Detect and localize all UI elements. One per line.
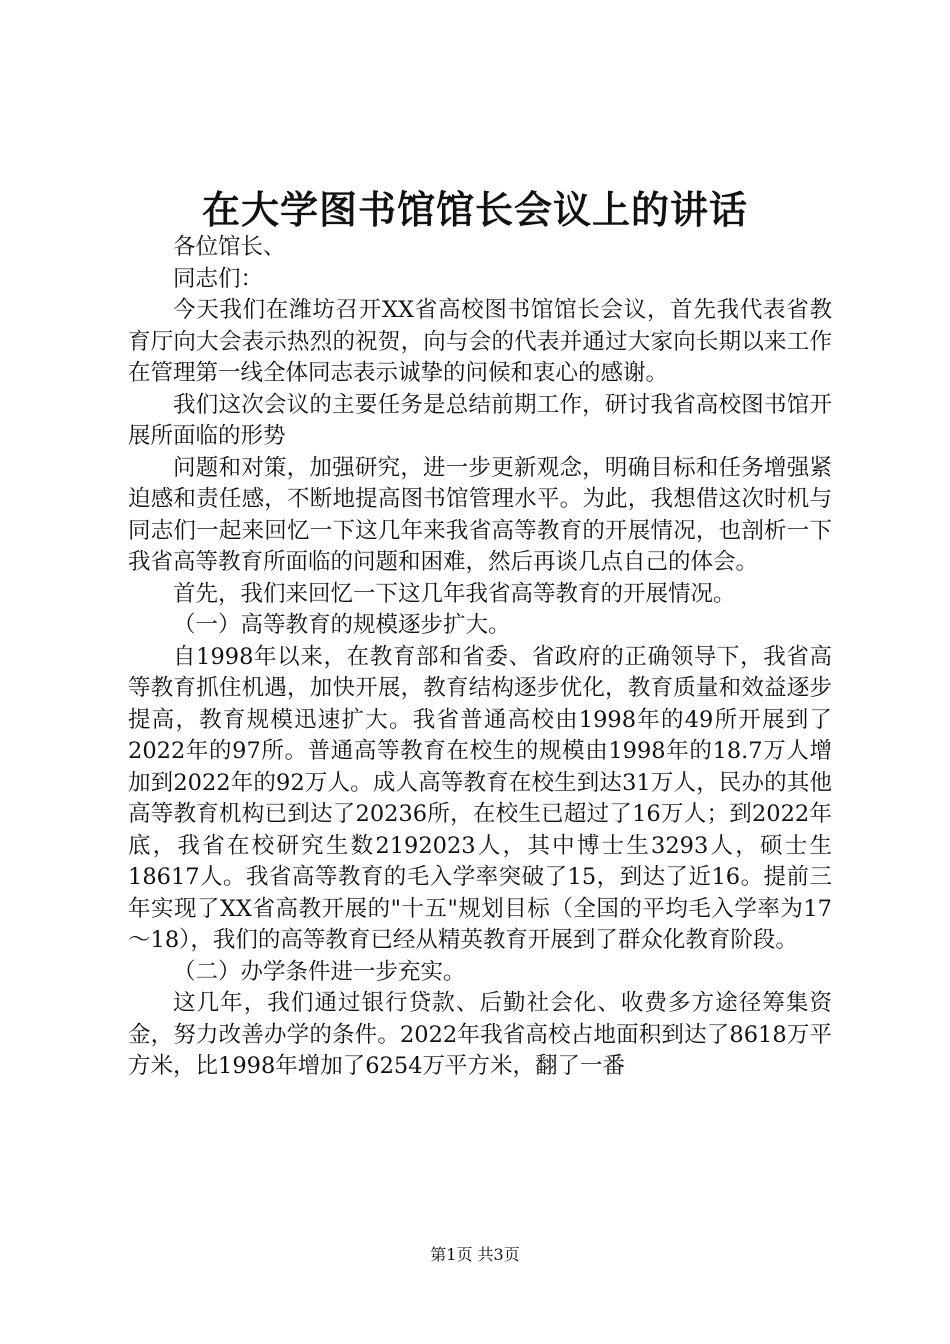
salutation-line-1: 各位馆长、: [173, 234, 286, 260]
paragraph-scale: 自1998年以来，在教育部和省委、省政府的正确领导下，我省高等教育抓住机遇，加快开展，教育结构逐步优化，教育质量和效益逐步提高，教育规模迅速扩大。我省普通高校由1998年的49所开展到了2022年的97所。普通高等教育在校生的规模由1998年的18.7万人增加到2022年的92万人。成人高等教育在校生到达31万人，民办的其他高等教育机构已到达了20236所，在校生已超过了16万人；到2022年底，我省在校研究生数2192023人，其中博士生3293人，硕士生18617人。我省高等教育的毛入学率突破了15，到达了近16。提前三年实现了XX省高教开展的"十五"规划目标（全国的平均毛入学率为17～18），我们的高等教育已经从精英教育开展到了群众化教育阶段。: [128, 643, 832, 953]
paragraph-opening: 今天我们在潍坊召开XX省高校图书馆馆长会议，首先我代表省教育厅向大会表示热烈的祝贺，向与会的代表并通过大家向长期以来工作在管理第一线全体同志表示诚挚的问候和衷心的感谢。: [128, 297, 832, 386]
paragraph-review-intro: 首先，我们来回忆一下这几年我省高等教育的开展情况。: [173, 580, 736, 607]
salutation-line-2: 同志们：: [173, 265, 264, 292]
document-body: [128, 232, 832, 1083]
document-title: 在大学图书馆馆长会议上的讲话: [201, 187, 748, 232]
paragraph-conditions: 这几年，我们通过银行贷款、后勤社会化、收费多方途径筹集资金，努力改善办学的条件。2022年我省高校占地面积到达了8618万平方米，比1998年增加了6254万平方米，翻了一番: [128, 990, 832, 1079]
paragraph-task: 我们这次会议的主要任务是总结前期工作，研讨我省高校图书馆开展所面临的形势: [128, 391, 832, 449]
page-number-footer: 第1页 共3页: [430, 1245, 520, 1264]
section-heading-2: （二）办学条件进一步充实。: [173, 958, 466, 985]
section-heading-1: （一）高等教育的规模逐步扩大。: [173, 612, 511, 638]
paragraph-issues: 问题和对策，加强研究，进一步更新观念，明确目标和任务增强紧迫感和责任感，不断地提高图书馆管理水平。为此，我想借这次时机与同志们一起来回忆一下这几年来我省高等教育的开展情况，也剖析一下我省高等教育所面临的问题和困难，然后再谈几点自己的体会。: [128, 454, 832, 575]
